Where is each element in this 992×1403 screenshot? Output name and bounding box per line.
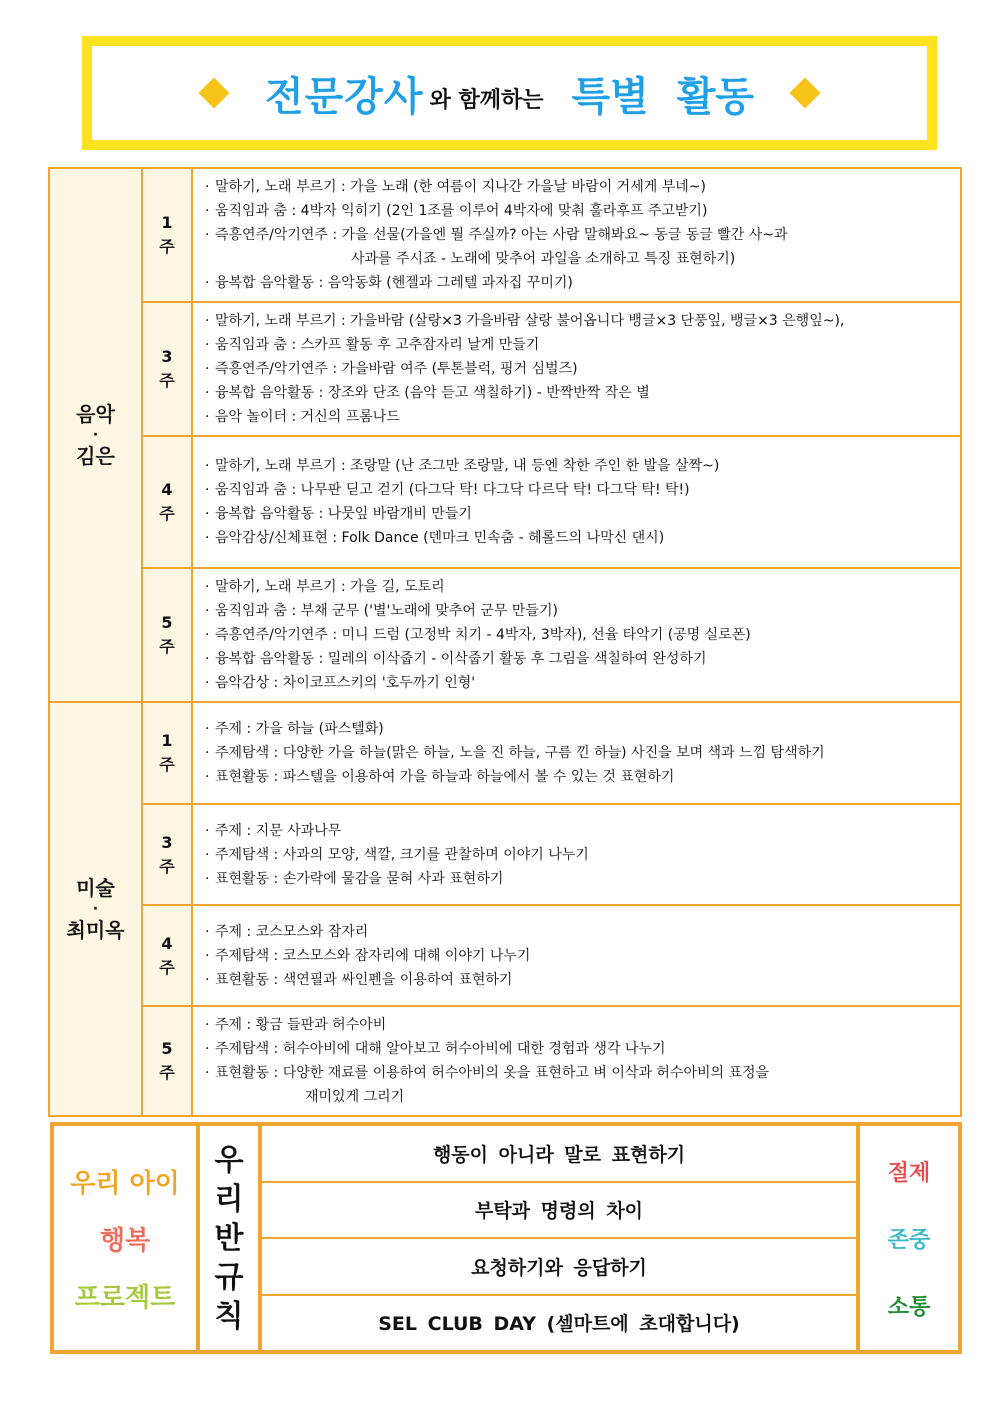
list-item: · 주제 : 황금 들판과 허수아비: [205, 1013, 952, 1037]
activities-cell: [192, 702, 961, 804]
list-item: · 표현활동 : 손가락에 물감을 묻혀 사과 표현하기: [205, 867, 952, 891]
list-item: · 즉흥연주/악기연주 : 미니 드럼 (고정박 치기 - 4박자, 3박자), 선율 타악기 (공명 실로폰): [205, 623, 952, 647]
week-cell: 3 주: [142, 302, 192, 436]
diamond-left-icon: [198, 77, 229, 108]
art-subject-cell: [49, 702, 142, 1116]
table-row: [49, 702, 961, 804]
title-main: 전문강사: [265, 73, 424, 120]
list-item: · 음악 놀이터 : 거신의 프롬나드: [205, 405, 952, 429]
activities-cell: [192, 804, 961, 905]
value-communication: 소통: [887, 1294, 931, 1320]
list-item: · 주제 : 코스모스와 잠자리: [205, 920, 952, 944]
class-rules-box: [50, 1122, 962, 1354]
list-item: 사과를 주시죠 - 노래에 맞추어 과일을 소개하고 특징 표현하기): [351, 251, 736, 267]
list-item: · 융복합 음악활동 : 음악동화 (헨젤과 그레텔 과자집 꾸미기): [205, 271, 952, 295]
list-item: · 말하기, 노래 부르기 : 가을 길, 도토리: [205, 575, 952, 599]
list-item: · 융복합 음악활동 : 장조와 단조 (음악 듣고 색칠하기) - 반짝반짝 작은 별: [205, 381, 952, 405]
activities-cell: [192, 436, 961, 568]
list-item: · 주제 : 지문 사과나무: [205, 819, 952, 843]
title-connector: 와 함께하는: [429, 87, 544, 113]
happiness-project-label: [54, 1126, 200, 1350]
class-rules-label: 우 리 반 규 칙: [200, 1126, 262, 1350]
rule-item: 요청하기와 응답하기: [262, 1239, 856, 1296]
subject-name: 음악: [76, 402, 115, 426]
table-row: [49, 1006, 961, 1116]
rules-list: [262, 1126, 860, 1350]
core-values: [860, 1126, 958, 1350]
title-banner: [82, 36, 937, 150]
list-item: · 즉흥연주/악기연주 : 가을바람 여주 (투톤블럭, 핑거 심벌즈): [205, 357, 952, 381]
list-item: · 주제 : 가을 하늘 (파스텔화): [205, 717, 952, 741]
value-temperance: 절제: [887, 1160, 931, 1186]
week-cell: 1 주: [142, 702, 192, 804]
diamond-right-icon: [789, 77, 820, 108]
list-item: 재미있게 그리기: [305, 1089, 405, 1105]
table-row: [49, 905, 961, 1006]
list-item: · 융복합 음악활동 : 나뭇잎 바람개비 만들기: [205, 502, 952, 526]
list-item: · 음악감상/신체표현 : Folk Dance (덴마크 민속춤 - 헤롤드의 나막신 댄시): [205, 526, 952, 550]
list-item: · 말하기, 노래 부르기 : 가을 노래 (한 여름이 지나간 가을날 바람이 거세게 부네~): [205, 175, 952, 199]
week-cell: 5 주: [142, 1006, 192, 1116]
table-row: [49, 302, 961, 436]
list-item: · 주제탐색 : 허수아비에 대해 알아보고 허수아비에 대한 경험과 생각 나누기: [205, 1037, 952, 1061]
table-row: [49, 568, 961, 702]
project-line1: 우리 아이: [70, 1168, 180, 1199]
table-row: [49, 168, 961, 302]
activities-cell: [192, 905, 961, 1006]
week-cell: 4 주: [142, 436, 192, 568]
teacher-name: 최미옥: [66, 918, 125, 942]
subject-name: 미술: [76, 876, 115, 900]
list-item: · 주제탐색 : 코스모스와 잠자리에 대해 이야기 나누기: [205, 944, 952, 968]
teacher-name: 김은: [76, 444, 115, 468]
week-cell: 4 주: [142, 905, 192, 1006]
activities-cell: [192, 168, 961, 302]
rule-item: SEL CLUB DAY (셀마트에 초대합니다): [378, 1313, 740, 1336]
music-subject-cell: [49, 168, 142, 702]
list-item: · 표현활동 : 색연필과 싸인펜을 이용하여 표현하기: [205, 968, 952, 992]
value-respect: 존중: [887, 1227, 931, 1253]
list-item: · 움직임과 춤 : 4박자 익히기 (2인 1조를 이루어 4박자에 맞춰 훌라후프 주고받기): [205, 199, 952, 223]
list-item: · 움직임과 춤 : 나무판 딛고 걷기 (다그닥 탁! 다그닥 다르닥 탁! 다그닥 탁! 탁!): [205, 478, 952, 502]
activities-cell: [192, 1006, 961, 1116]
table-row: [49, 804, 961, 905]
week-cell: 1 주: [142, 168, 192, 302]
week-cell: 3 주: [142, 804, 192, 905]
list-item: · 말하기, 노래 부르기 : 조랑말 (난 조그만 조랑말, 내 등엔 착한 주인 한 발을 살짝~): [205, 454, 952, 478]
week-cell: 5 주: [142, 568, 192, 702]
list-item: · 주제탐색 : 사과의 모양, 색깔, 크기를 관찰하며 이야기 나누기: [205, 843, 952, 867]
title-emphasis: 특별 활동: [571, 73, 754, 120]
list-item: · 표현활동 : 다양한 재료를 이용하여 허수아비의 옷을 표현하고 벼 이삭과 허수아비의 표정을: [205, 1061, 952, 1085]
list-item: · 움직임과 춤 : 스카프 활동 후 고추잠자리 날게 만들기: [205, 333, 952, 357]
activities-cell: [192, 568, 961, 702]
rule-item: 행동이 아니라 말로 표현하기: [262, 1126, 856, 1183]
list-item: · 말하기, 노래 부르기 : 가을바람 (살랑×3 가을바람 살랑 불어옵니다 뱅글×3 단풍잎, 뱅글×3 은행잎~),: [205, 309, 952, 333]
rule-item: 부탁과 명령의 차이: [262, 1183, 856, 1240]
list-item: · 즉흥연주/악기연주 : 가을 선물(가을엔 뭘 주실까? 아는 사람 말해봐요~ 동글 동글 빨간 사~과: [205, 223, 952, 247]
list-item: · 음악감상 : 차이코프스키의 '호두까기 인형': [205, 671, 952, 695]
list-item: · 융복합 음악활동 : 밀레의 이삭줍기 - 이삭줍기 활동 후 그림을 색칠하여 완성하기: [205, 647, 952, 671]
list-item: · 움직임과 춤 : 부채 군무 ('별'노래에 맞추어 군무 만들기): [205, 599, 952, 623]
subject-dot: ·: [92, 427, 99, 443]
list-item: · 주제탐색 : 다양한 가을 하늘(맑은 하늘, 노을 진 하늘, 구름 낀 하늘) 사진을 보며 색과 느낌 탐색하기: [205, 741, 952, 765]
list-item: · 표현활동 : 파스텔을 이용하여 가을 하늘과 하늘에서 볼 수 있는 것 표현하기: [205, 765, 952, 789]
subject-dot: ·: [92, 901, 99, 917]
schedule-table: [48, 167, 962, 1117]
project-line3: 프로젝트: [74, 1282, 176, 1313]
activities-cell: [192, 302, 961, 436]
project-line2: 행복: [99, 1225, 151, 1256]
table-row: [49, 436, 961, 568]
